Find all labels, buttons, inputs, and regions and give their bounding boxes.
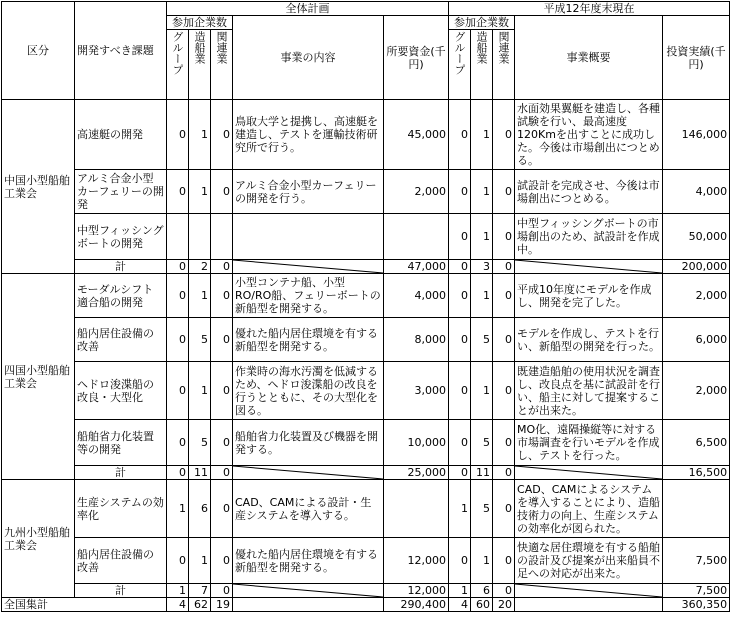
project-table xyxy=(1,1,730,612)
summary-cell: 水面効果翼艇を建造し、各種試験を行い、最高速度120Kmを出すことに成功した。今後は市場創出につとめる。 xyxy=(515,100,663,170)
content-cell: 優れた船内居住環境を有する新船型を開発する。 xyxy=(233,538,384,584)
current-ship: 1 xyxy=(471,170,493,214)
header-funds: 所要資金(千円) xyxy=(384,16,449,100)
task-cell: 船内居住設備の改善 xyxy=(75,318,167,362)
current-ship: 1 xyxy=(471,538,493,584)
content-cell: 小型コンテナ船、小型RO/RO船、フェリーボートの新船型を開発する。 xyxy=(233,274,384,318)
invest-cell xyxy=(663,480,730,538)
subtotal-row xyxy=(2,466,730,480)
header-group-plan: グループ xyxy=(171,31,184,75)
current-ship: 11 xyxy=(471,466,493,480)
funds-cell: 12,000 xyxy=(384,584,449,598)
header-related-plan: 関連業 xyxy=(215,31,228,64)
plan-group: 0 xyxy=(167,538,189,584)
group-name: 中国小型船舶工業会 xyxy=(2,100,75,274)
invest-cell: 146,000 xyxy=(663,100,730,170)
summary-cell: CAD、CAMによるシステムを導入することにより、造船技術力の向上、生産システムの効率化が図られた。 xyxy=(515,480,663,538)
plan-group: 0 xyxy=(167,100,189,170)
invest-cell: 6,000 xyxy=(663,318,730,362)
content-cell: 船舶省力化装置及び機器を開発する。 xyxy=(233,420,384,466)
funds-cell: 25,000 xyxy=(384,466,449,480)
table-row xyxy=(2,318,730,362)
plan-group: 0 xyxy=(167,318,189,362)
current-ship: 6 xyxy=(471,584,493,598)
diagonal-cell xyxy=(515,466,663,480)
diagonal-cell xyxy=(515,584,663,598)
current-ship: 1 xyxy=(471,214,493,260)
header-category: 区分 xyxy=(2,2,75,100)
funds-cell: 4,000 xyxy=(384,274,449,318)
content-cell: CAD、CAMによる設計・生産システムを導入する。 xyxy=(233,480,384,538)
plan-related: 0 xyxy=(211,260,233,274)
header-ship-plan: 造船業 xyxy=(193,31,206,64)
plan-related: 0 xyxy=(211,274,233,318)
header-content: 事業の内容 xyxy=(233,16,384,100)
header-group-current: グループ xyxy=(453,31,467,75)
current-related: 0 xyxy=(493,480,515,538)
empty-cell xyxy=(233,598,384,612)
current-related: 0 xyxy=(493,466,515,480)
task-cell: モーダルシフト適合船の開発 xyxy=(75,274,167,318)
funds-cell: 2,000 xyxy=(384,170,449,214)
content-cell: 優れた船内居住環境を有する新船型を開発する。 xyxy=(233,318,384,362)
diagonal-cell xyxy=(233,260,384,274)
current-related: 0 xyxy=(493,420,515,466)
current-group: 0 xyxy=(449,538,471,584)
funds-cell xyxy=(384,480,449,538)
plan-ship: 62 xyxy=(189,598,211,612)
funds-cell xyxy=(384,214,449,260)
current-group: 0 xyxy=(449,170,471,214)
table-row xyxy=(2,362,730,420)
header-participants-plan: 参加企業数 xyxy=(167,16,233,30)
summary-cell: 既建造船舶の使用状況を調査し、改良点を基に試設計を行い、船主に対して提案することが出来た。 xyxy=(515,362,663,420)
group-name: 九州小型船舶工業会 xyxy=(2,480,75,598)
subtotal-label: 計 xyxy=(75,466,167,480)
current-ship: 5 xyxy=(471,420,493,466)
plan-group: 1 xyxy=(167,480,189,538)
plan-related: 0 xyxy=(211,480,233,538)
header-participants-current: 参加企業数 xyxy=(449,16,515,30)
plan-group: 0 xyxy=(167,274,189,318)
current-group: 0 xyxy=(449,274,471,318)
current-ship: 3 xyxy=(471,260,493,274)
current-ship: 5 xyxy=(471,480,493,538)
table-row xyxy=(2,480,730,538)
current-group: 0 xyxy=(449,214,471,260)
total-label: 全国集計 xyxy=(2,598,167,612)
current-ship: 5 xyxy=(471,318,493,362)
content-cell xyxy=(233,214,384,260)
plan-related: 0 xyxy=(211,100,233,170)
table-row xyxy=(2,420,730,466)
plan-group: 0 xyxy=(167,420,189,466)
plan-related: 0 xyxy=(211,362,233,420)
subtotal-row xyxy=(2,260,730,274)
current-ship: 1 xyxy=(471,274,493,318)
task-cell: 中型フィッシングボートの開発 xyxy=(75,214,167,260)
current-related: 0 xyxy=(493,362,515,420)
header-plan: 全体計画 xyxy=(167,2,449,16)
invest-cell: 16,500 xyxy=(663,466,730,480)
invest-cell: 360,350 xyxy=(663,598,730,612)
plan-related: 19 xyxy=(211,598,233,612)
table-row xyxy=(2,538,730,584)
current-related: 0 xyxy=(493,260,515,274)
group-name: 四国小型船舶工業会 xyxy=(2,274,75,480)
funds-cell: 10,000 xyxy=(384,420,449,466)
plan-group: 0 xyxy=(167,466,189,480)
plan-related: 0 xyxy=(211,538,233,584)
plan-related xyxy=(211,214,233,260)
funds-cell: 3,000 xyxy=(384,362,449,420)
funds-cell: 290,400 xyxy=(384,598,449,612)
current-related: 0 xyxy=(493,584,515,598)
task-cell: アルミ合金小型カーフェリーの開発 xyxy=(75,170,167,214)
summary-cell: MO化、遠隔操縦等に対する市場調査を行いモデルを作成し、テストを行った。 xyxy=(515,420,663,466)
task-cell: ヘドロ浚渫船の改良・大型化 xyxy=(75,362,167,420)
current-related: 20 xyxy=(493,598,515,612)
diagonal-cell xyxy=(515,260,663,274)
plan-ship: 1 xyxy=(189,100,211,170)
plan-related: 0 xyxy=(211,420,233,466)
plan-ship: 1 xyxy=(189,170,211,214)
plan-ship xyxy=(189,214,211,260)
current-related: 0 xyxy=(493,100,515,170)
plan-group: 4 xyxy=(167,598,189,612)
plan-group: 1 xyxy=(167,584,189,598)
plan-ship: 5 xyxy=(189,318,211,362)
task-cell: 船内居住設備の改善 xyxy=(75,538,167,584)
subtotal-row xyxy=(2,584,730,598)
invest-cell: 2,000 xyxy=(663,362,730,420)
current-group: 0 xyxy=(449,420,471,466)
current-ship: 1 xyxy=(471,362,493,420)
current-group: 0 xyxy=(449,466,471,480)
summary-cell: 中型フィッシングボートの市場創出のため、試設計を作成中。 xyxy=(515,214,663,260)
invest-cell: 200,000 xyxy=(663,260,730,274)
plan-ship: 1 xyxy=(189,274,211,318)
table-row xyxy=(2,214,730,260)
current-group: 0 xyxy=(449,318,471,362)
current-group: 0 xyxy=(449,362,471,420)
invest-cell: 7,500 xyxy=(663,538,730,584)
plan-ship: 6 xyxy=(189,480,211,538)
header-current: 平成12年度末現在 xyxy=(449,2,730,16)
task-cell: 船舶省力化装置等の開発 xyxy=(75,420,167,466)
total-row xyxy=(2,598,730,612)
funds-cell: 12,000 xyxy=(384,538,449,584)
diagonal-cell xyxy=(233,466,384,480)
invest-cell: 2,000 xyxy=(663,274,730,318)
plan-group: 0 xyxy=(167,170,189,214)
plan-related: 0 xyxy=(211,584,233,598)
header-invest: 投資実績(千円) xyxy=(663,16,730,100)
task-cell: 高速艇の開発 xyxy=(75,100,167,170)
diagonal-cell xyxy=(233,584,384,598)
task-cell: 生産システムの効率化 xyxy=(75,480,167,538)
content-cell: 作業時の海水汚濁を低減するため、ヘドロ浚渫船の改良を行うとともに、その大型化を図る。 xyxy=(233,362,384,420)
invest-cell: 7,500 xyxy=(663,584,730,598)
plan-related: 0 xyxy=(211,466,233,480)
invest-cell: 6,500 xyxy=(663,420,730,466)
current-related: 0 xyxy=(493,170,515,214)
plan-group: 0 xyxy=(167,260,189,274)
table-row xyxy=(2,170,730,214)
plan-ship: 7 xyxy=(189,584,211,598)
plan-group xyxy=(167,214,189,260)
table-row xyxy=(2,274,730,318)
plan-ship: 11 xyxy=(189,466,211,480)
summary-cell: モデルを作成し、テストを行い、新船型の開発を行った。 xyxy=(515,318,663,362)
funds-cell: 45,000 xyxy=(384,100,449,170)
funds-cell: 47,000 xyxy=(384,260,449,274)
current-ship: 60 xyxy=(471,598,493,612)
header-task: 開発すべき課題 xyxy=(75,2,167,100)
plan-ship: 1 xyxy=(189,362,211,420)
summary-cell: 試設計を完成させ、今後は市場創出につとめる。 xyxy=(515,170,663,214)
header-related-current: 関連業 xyxy=(497,31,511,64)
current-related: 0 xyxy=(493,318,515,362)
summary-cell: 快適な居住環境を有する船舶の設計及び提案が出来船員不足への対応が出来た。 xyxy=(515,538,663,584)
funds-cell: 8,000 xyxy=(384,318,449,362)
current-group: 4 xyxy=(449,598,471,612)
invest-cell: 50,000 xyxy=(663,214,730,260)
current-related: 0 xyxy=(493,274,515,318)
header-ship-current: 造船業 xyxy=(475,31,489,64)
content-cell: 鳥取大学と提携し、高速艇を建造し、テストを運輸技術研究所で行う。 xyxy=(233,100,384,170)
empty-cell xyxy=(515,598,663,612)
current-group: 0 xyxy=(449,260,471,274)
table-row xyxy=(2,100,730,170)
plan-related: 0 xyxy=(211,170,233,214)
plan-related: 0 xyxy=(211,318,233,362)
subtotal-label: 計 xyxy=(75,260,167,274)
header-summary: 事業概要 xyxy=(515,16,663,100)
invest-cell: 4,000 xyxy=(663,170,730,214)
plan-ship: 5 xyxy=(189,420,211,466)
current-group: 1 xyxy=(449,584,471,598)
current-group: 1 xyxy=(449,480,471,538)
current-related: 0 xyxy=(493,538,515,584)
plan-ship: 2 xyxy=(189,260,211,274)
plan-ship: 1 xyxy=(189,538,211,584)
content-cell: アルミ合金小型カーフェリーの開発を行う。 xyxy=(233,170,384,214)
subtotal-label: 計 xyxy=(75,584,167,598)
plan-group: 0 xyxy=(167,362,189,420)
summary-cell: 平成10年度にモデルを作成し、開発を完了した。 xyxy=(515,274,663,318)
current-ship: 1 xyxy=(471,100,493,170)
current-group: 0 xyxy=(449,100,471,170)
current-related: 0 xyxy=(493,214,515,260)
